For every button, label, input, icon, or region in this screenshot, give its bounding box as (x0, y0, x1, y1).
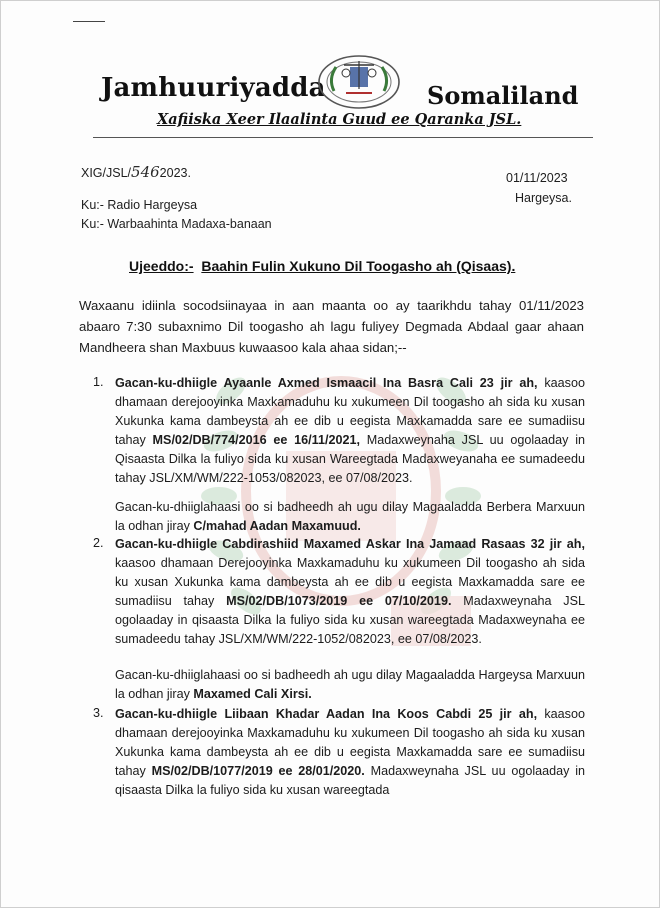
letter-place: Hargeysa. (515, 191, 572, 205)
reference-year: 2023. (159, 166, 191, 180)
victim-line (115, 666, 585, 704)
subject-line (129, 258, 515, 274)
item-number: 2. (93, 536, 104, 550)
case-number: MS/02/DB/1073/2019 ee 07/10/2019. (226, 594, 452, 608)
letter-date: 01/11/2023 (506, 171, 568, 185)
recipient-2: Ku:- Warbaahinta Madaxa-banaan (81, 217, 272, 231)
reference-number (81, 163, 191, 181)
item-text: Madaxweynaha JSL uu ogolaaday in qisaasta Dilka la fuliyo sida ku xusan wareegtada (115, 764, 586, 797)
office-subtitle: Xafiiska Xeer Ilaalinta Guud ee Qaranka JSL. (157, 111, 522, 128)
reference-prefix: XIG/JSL/ (81, 166, 132, 180)
convict-name: Gacan-ku-dhiigle Ayaanle Axmed Ismaacil Ina Basra Cali 23 jir ah, (115, 376, 538, 390)
corner-dash (73, 21, 105, 22)
case-number: MS/02/DB/1077/2019 ee 28/01/2020. (151, 764, 365, 778)
recipient-1: Ku:- Radio Hargeysa (81, 198, 198, 212)
list-item (115, 705, 585, 800)
victim-text: Gacan-ku-dhiiglahaasi oo si badheedh ah ugu dilay Magaaladda Berbera Marxuun la odhan jiray (115, 500, 585, 533)
convict-name: Gacan-ku-dhiigle Cabdirashiid Maxamed Askar Ina Jamaad Rasaas 32 jir ah, (115, 537, 585, 551)
list-item (115, 374, 585, 488)
item-text: Madaxweynaha JSL ogolaaday in qisaasta Dilka la fuliyo sida ku xusan wareegtada Madaxweynaha ee sumadeedu tahay JSL/XM/WM/222-1052/082023, ee 07/08/2023. (115, 594, 586, 646)
item-number: 3. (93, 706, 104, 720)
item-text: kaasoo dhamaan derejooyinka Maxkamaduhu ku xukumeen Dil toogasho ah sida ku xusan Xukunka kama dambeysta ah ee dib u eegista Maxkamadda sare ee sumadiisu tahay (115, 707, 585, 778)
reference-handwritten-number: 546 (131, 163, 160, 181)
victim-name: C/mahad Aadan Maxamuud. (193, 519, 361, 533)
item-text: kaasoo dhamaan derejooyinka Maxkamaduhu ku xukumeen Dil toogasho ah sida ku xusan Xukunka kama dambeysta ah ee dib u eegista Maxkamadda sare ee sumadiisu tahay (115, 376, 585, 447)
victim-text: Gacan-ku-dhiiglahaasi oo si badheedh ah ugu dilay Magaaladda Hargeysa Marxuun la odhan jiray (115, 668, 585, 701)
national-seal-icon (316, 53, 402, 111)
item-number: 1. (93, 375, 104, 389)
item-text: Madaxweynaha JSL uu ogolaaday in Qisaasta Dilka la fuliyo sida ku xusan Wareegtada Madaxweyanaha ee sumadeedu tahay JSL/XM/WM/222-1053/082023, ee 07/08/2023. (115, 433, 586, 485)
intro-paragraph: Waxaanu idiinla socodsiinayaa in aan maanta oo ay taarikhdu tahay 01/11/2023 abaaro 7:30 subaxnimo Dil toogasho ah lagu fuliyey Degmada Abdaal gaar ahaan Mandheera shan Maxbuus kuwaasoo kala ahaa sidan;-- (79, 298, 584, 355)
item-text: kaasoo dhamaan Derejooyinka Maxkamaduhu ku xukumeen Dil toogasho ah sida ku xusan Xukunka kama dambeysta ah ee dib u eegista Maxkamadda sare ee sumadiisu tahay (115, 556, 585, 608)
subject-text: Baahin Fulin Xukuno Dil Toogasho ah (Qisaas). (201, 258, 516, 274)
header-left-word: Jamhuuriyadda (101, 73, 326, 103)
subject-label: Ujeeddo:- (129, 258, 194, 274)
header-divider (93, 137, 593, 138)
convict-name: Gacan-ku-dhiigle Liibaan Khadar Aadan Ina Koos Cabdi 25 jir ah, (115, 707, 538, 721)
victim-line (115, 498, 585, 536)
list-item (115, 535, 585, 649)
header-right-word: Somaliland (427, 81, 579, 110)
victim-name: Maxamed Cali Xirsi. (193, 687, 312, 701)
case-number: MS/02/DB/774/2016 ee 16/11/2021, (152, 433, 360, 447)
